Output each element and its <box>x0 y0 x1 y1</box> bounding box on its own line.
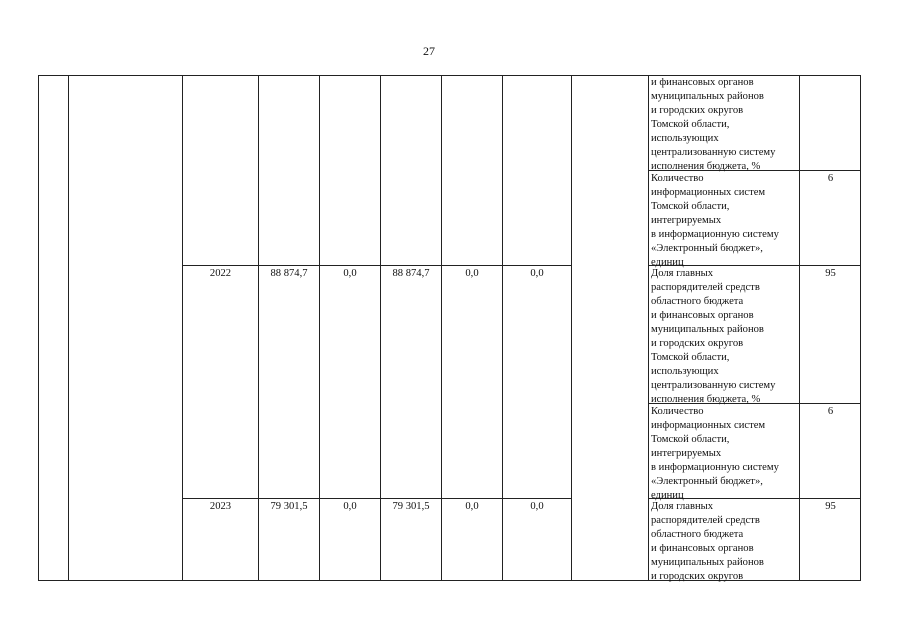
year-cell: 2023 <box>209 501 232 512</box>
indicator-share: Доля главных распорядителей средств областного бюджета и финансовых органов муниципальных районов и городских округов Томской области, использующих централизованную систему исполнения бюджета, % <box>651 268 776 405</box>
indicator-systems-top: Количество информационных систем Томской области, интегрируемых в информационную систему «Электронный бюджет», единиц <box>651 173 779 268</box>
col-border-1 <box>68 75 69 581</box>
regional-cell: 79 301,5 <box>392 501 430 512</box>
regional-cell: 88 874,7 <box>392 268 430 279</box>
indicator-share: Доля главных распорядителей средств областного бюджета и финансовых органов муниципальных районов и городских округов <box>651 501 764 582</box>
indicator-share-value: 95 <box>825 268 836 279</box>
year-cell: 2022 <box>209 268 232 279</box>
total-cell: 79 301,5 <box>270 501 308 512</box>
page-number: 27 <box>423 44 435 58</box>
indicator-systems-value: 6 <box>827 406 834 417</box>
federal-cell: 0,0 <box>343 501 357 512</box>
indicator-share-value: 95 <box>825 501 836 512</box>
col-border-9 <box>648 75 649 581</box>
col-border-0 <box>38 75 39 581</box>
indicator-systems: Количество информационных систем Томской области, интегрируемых в информационную систему «Электронный бюджет», единиц <box>651 406 779 501</box>
row-sep-year-2022 <box>182 265 571 266</box>
indicator-systems-top-value: 6 <box>827 173 834 184</box>
row-sep-year-2023 <box>182 498 571 499</box>
other-cell: 0,0 <box>530 268 544 279</box>
local-cell: 0,0 <box>465 268 479 279</box>
indicator-share-continued: и финансовых органов муниципальных районов и городских округов Томской области, использующих централизованную систему исполнения бюджета, % <box>651 77 776 172</box>
federal-cell: 0,0 <box>343 268 357 279</box>
other-cell: 0,0 <box>530 501 544 512</box>
total-cell: 88 874,7 <box>270 268 308 279</box>
local-cell: 0,0 <box>465 501 479 512</box>
